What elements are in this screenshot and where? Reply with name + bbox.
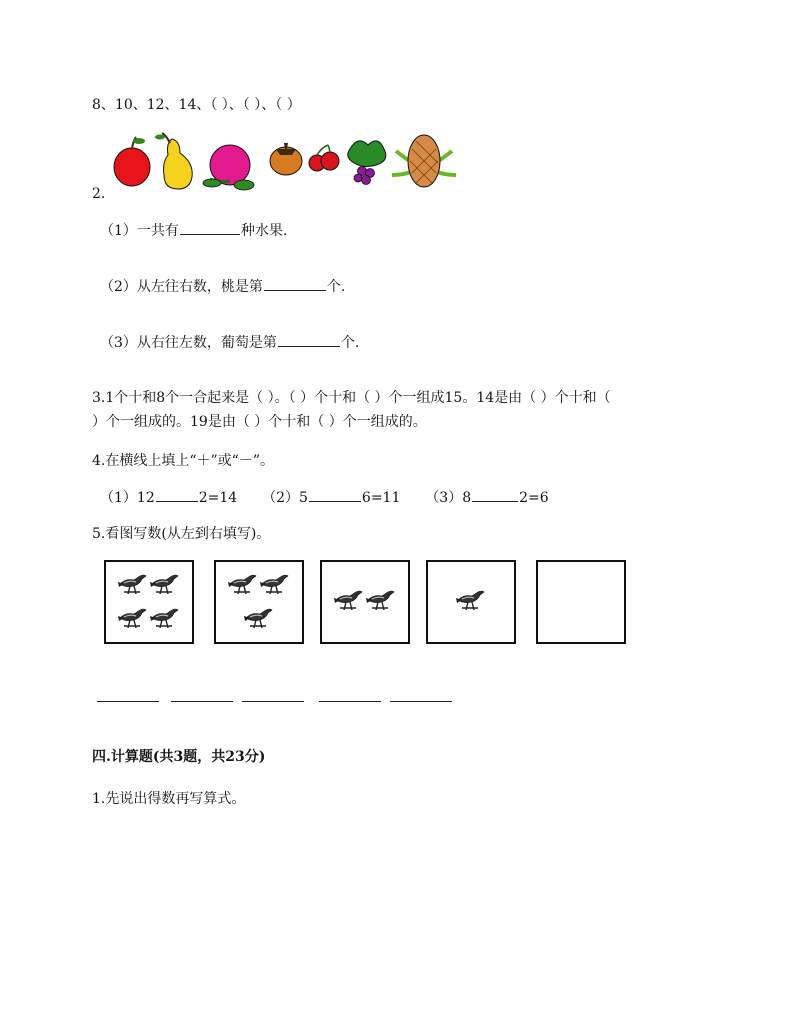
question-3-line-2: ）个一组成的。19是由（ ）个十和（ ）个一组成的。 bbox=[92, 414, 427, 430]
question-1-sequence: 8、10、12、14、（ ）、（ ）、（ ） bbox=[92, 97, 301, 113]
answer-blank[interactable] bbox=[180, 233, 240, 235]
answer-blank[interactable] bbox=[309, 500, 361, 502]
question-2-part-1-prefix: （1）一共有 bbox=[100, 223, 179, 239]
question-2-part-3 bbox=[100, 332, 359, 352]
question-2-part-2-suffix: 个. bbox=[326, 279, 346, 295]
problem-2-prefix: （2）5 bbox=[262, 490, 308, 506]
bird-box-5 bbox=[536, 560, 626, 644]
cherry-icon bbox=[309, 145, 339, 171]
grape-icon bbox=[348, 141, 386, 185]
peach-icon bbox=[203, 145, 254, 190]
question-2-part-2 bbox=[100, 276, 345, 296]
bird-icon bbox=[242, 604, 276, 630]
bird-icon bbox=[332, 586, 366, 612]
bird-icon bbox=[116, 570, 150, 596]
pineapple-icon bbox=[392, 135, 456, 187]
apple-icon bbox=[114, 137, 150, 186]
answer-blank[interactable] bbox=[278, 345, 340, 347]
bird-icon bbox=[364, 586, 398, 612]
question-2-number: 2. bbox=[92, 186, 106, 202]
question-5-title: 5.看图写数(从左到右填写)。 bbox=[92, 526, 271, 542]
question-3-line-1: 3.1个十和8个一合起来是（ ）。（ ）个十和（ ）个一组成15。14是由（ ）个十和（ bbox=[92, 390, 611, 406]
answer-blank[interactable] bbox=[156, 500, 198, 502]
question-2-part-1-suffix: 种水果. bbox=[240, 223, 288, 239]
bird-icon bbox=[148, 570, 182, 596]
question-4-problems bbox=[100, 487, 549, 507]
bird-box-3 bbox=[320, 560, 410, 644]
section-4-question-1: 1.先说出得数再写算式。 bbox=[92, 791, 246, 807]
problem-1-suffix: 2=14 bbox=[198, 490, 238, 506]
bird-box-4 bbox=[426, 560, 516, 644]
question-2-part-3-suffix: 个. bbox=[340, 335, 360, 351]
question-2-part-2-prefix: （2）从左往右数，桃是第 bbox=[100, 279, 263, 295]
section-4-heading: 四.计算题(共3题，共23分) bbox=[92, 749, 266, 765]
question-4-title: 4.在横线上填上“＋”或“－”。 bbox=[92, 453, 274, 469]
question-2-part-3-prefix: （3）从右往左数，葡萄是第 bbox=[100, 335, 277, 351]
answer-line-4[interactable] bbox=[319, 700, 381, 702]
answer-line-1[interactable] bbox=[97, 700, 159, 702]
bird-box-2 bbox=[214, 560, 304, 644]
fruit-picture-strip bbox=[106, 131, 470, 195]
problem-3-prefix: （3）8 bbox=[425, 490, 472, 506]
answer-blank[interactable] bbox=[472, 500, 518, 502]
problem-3-suffix: 2=6 bbox=[519, 490, 549, 506]
pear-icon bbox=[155, 133, 192, 189]
bird-icon bbox=[148, 604, 182, 630]
bird-icon bbox=[454, 586, 488, 612]
problem-2-suffix: 6=11 bbox=[361, 490, 401, 506]
bird-icon bbox=[116, 604, 150, 630]
bird-icon bbox=[226, 570, 260, 596]
bird-icon bbox=[258, 570, 292, 596]
question-2-part-1 bbox=[100, 220, 287, 240]
answer-blank[interactable] bbox=[264, 289, 326, 291]
answer-line-2[interactable] bbox=[171, 700, 233, 702]
persimmon-icon bbox=[270, 143, 302, 175]
answer-line-3[interactable] bbox=[242, 700, 304, 702]
answer-line-5[interactable] bbox=[390, 700, 452, 702]
bird-box-1 bbox=[104, 560, 194, 644]
problem-1-prefix: （1）12 bbox=[100, 490, 155, 506]
